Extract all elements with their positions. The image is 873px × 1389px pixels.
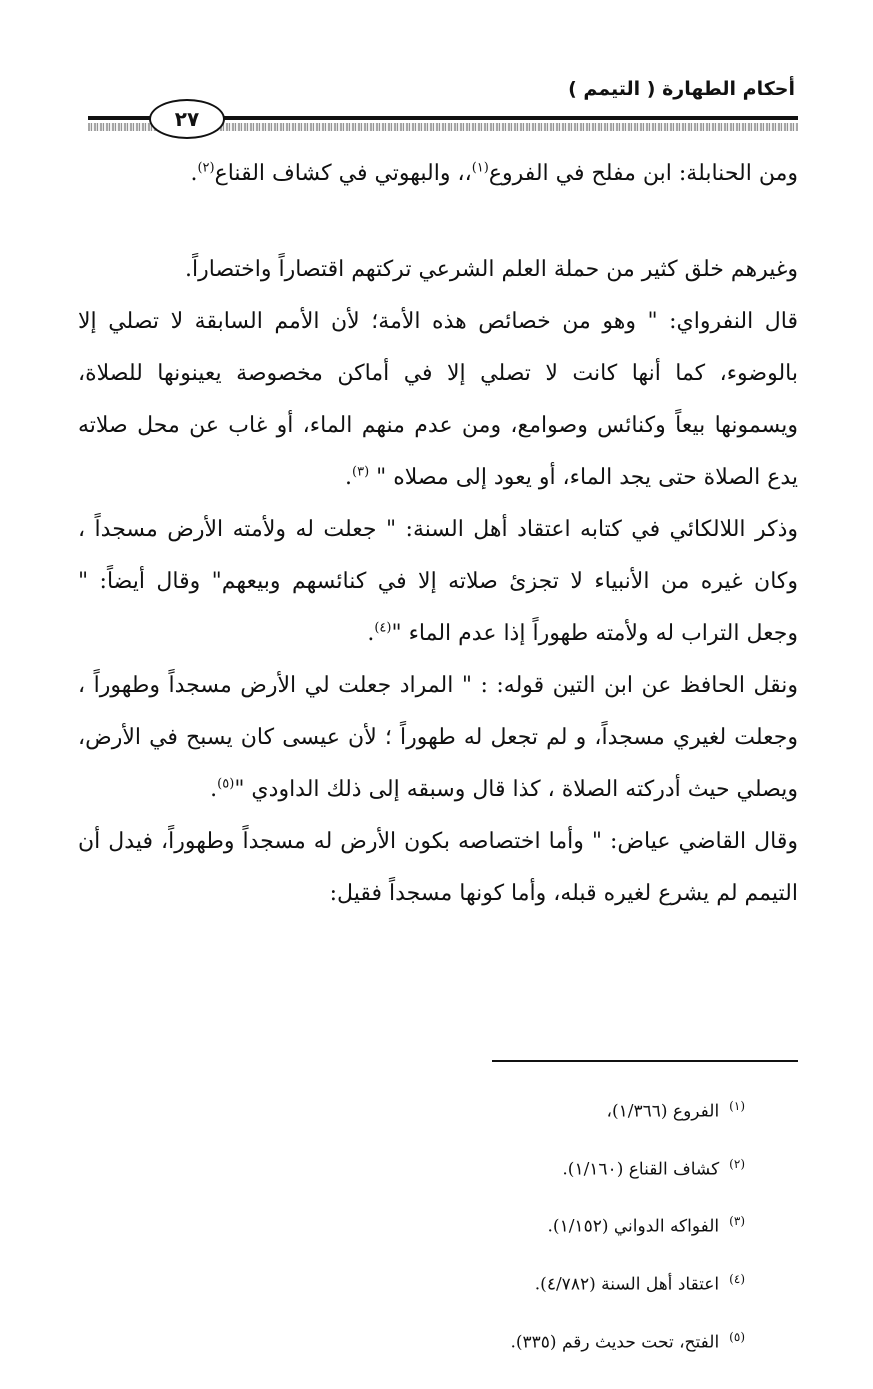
paragraph-text: قال النفرواي: " وهو من خصائص هذه الأمة؛ لأن الأمم السابقة لا تصلي إلا بالوضوء، كما أنها كانت لا تصلي إلا في أماكن مخصوصة يعينونها للصلاة، ويسمونها بيعاً وكنائس وصوامع، ومن عدم منهم الماء، أو غاب عن محل صلاته يدع الصلاة حتى يجد الماء، أو يعود إلى مصلاه " [78,309,798,490]
footnote-ref[interactable]: (٥) [217,776,235,792]
paragraph-text: ومن الحنابلة: ابن مفلح في الفروع [488,161,798,186]
paragraph-text: . [345,465,353,490]
running-title: أحكام الطهارة ( التيمم ) [568,78,795,100]
paragraph [78,244,798,296]
main-text [78,148,798,920]
footnote [510,1080,745,1138]
paragraph-text: وغيرهم خلق كثير من حملة العلم الشرعي تركتهم اقتصاراً واختصاراً. [185,257,798,282]
footnote-text: الفروع (١/٣٦٦)، [606,1101,720,1122]
page-number-text: ٢٧ [174,107,200,131]
footnote [510,1138,745,1196]
footnote [510,1253,745,1311]
paragraph-text: وقال القاضي عياض: " وأما اختصاصه بكون الأرض له مسجداً وطهوراً، فيدل أن التيمم لم يشرع لغيره قبله، وأما كونها مسجداً فقيل: [78,829,798,906]
footnote-number: (٣) [729,1214,745,1229]
footnotes [510,1080,745,1368]
paragraph [78,504,798,660]
paragraph [78,816,798,920]
footnote-text: اعتقاد أهل السنة (٤/٧٨٢). [534,1274,720,1295]
footnote [510,1311,745,1369]
footnote-ref[interactable]: (٣) [352,464,370,480]
footnote-text: الفواكه الدواني (١/١٥٢). [547,1216,720,1237]
footnote-separator [492,1060,798,1062]
footnote [510,1195,745,1253]
footnote-number: (٤) [729,1271,745,1286]
paragraph-text: . [190,161,198,186]
paragraph-text: . [367,621,375,646]
footnote-ref[interactable]: (٢) [197,160,215,176]
paragraph-text: ،، والبهوتي في كشاف القناع [214,161,472,186]
paragraph-text: ونقل الحافظ عن ابن التين قوله: : " المراد جعلت لي الأرض مسجداً وطهوراً ، وجعلت لغيري مسجداً، و لم تجعل له طهوراً ؛ لأن عيسى كان يسبح في الأرض، ويصلي حيث أدركته الصلاة ، كذا قال وسبقه إلى ذلك الداودي " [78,673,798,802]
footnote-text: كشاف القناع (١/١٦٠). [562,1159,720,1180]
footnote-number: (١) [729,1099,745,1113]
footnote-number: (٢) [729,1156,745,1171]
footnote-ref[interactable]: (١) [471,160,489,176]
paragraph-text: . [210,777,218,802]
paragraph [78,660,798,816]
paragraph [78,296,798,504]
footnote-ref[interactable]: (٤) [374,620,392,636]
footnote-text: الفتح، تحت حديث رقم (٣٣٥). [510,1332,720,1353]
paragraph [78,148,798,200]
paragraph-text: وذكر اللالكائي في كتابه اعتقاد أهل السنة: " جعلت له ولأمته الأرض مسجداً ، وكان غيره من الأنبياء لا تجزئ صلاته إلا في كنائسهم وبيعهم" وقال أيضاً: " وجعل التراب له ولأمته طهوراً إذا عدم الماء " [78,517,799,646]
footnote-number: (٥) [729,1329,745,1344]
page-number [149,99,225,139]
